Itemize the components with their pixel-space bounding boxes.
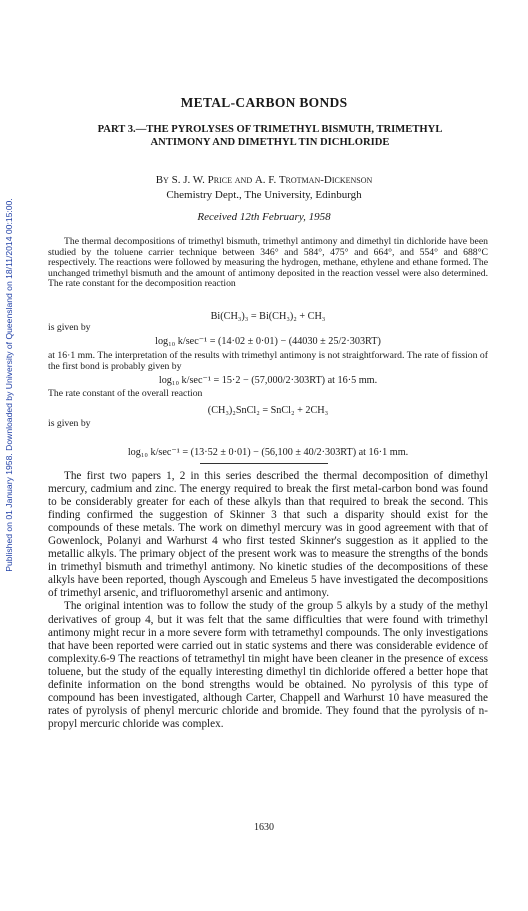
and-label: and: [234, 174, 253, 186]
reaction-equation-2: (CH₃)₂SnCl₂ = SnCl₂ + 2CH₃: [207, 405, 329, 416]
body-text: [48, 470, 488, 731]
affiliation: Chemistry Dept., The University, Edinburgh: [166, 189, 362, 201]
body-paragraph-1: The first two papers 1, 2 in this series described the thermal decomposition of dimethyl mercury, cadmium and zinc. The energy required to break the first metal-carbon bond was found to be considerably greater for each of these alkyls than that required to break the second. This finding confirmed the suggestion of Skinner 3 that such a disparity should exist for the compounds of these metals. The work on dimethyl mercury was in good agreement with that of Gowenlock, Polanyi and Warhurst 4 who first tested Skinner's suggestion as it applied to the metallic alkyls. The primary object of the present work was to measure the strengths of the bonds in trimethyl bismuth and trimethyl antimony. No kinetic studies of the decompositions of these alkyls have been reported, though Ayscough and Emeleus 5 have investigated the decompositions of trimethyl arsenic, and trifluoromethyl arsenic and antimony.: [48, 470, 488, 600]
abstract-intro: [48, 237, 488, 290]
abstract-text-3: The rate constant of the overall reaction: [48, 388, 203, 399]
paper-subtitle: [60, 123, 480, 149]
rate-equation-3: log₁₀ k/sec⁻¹ = (13·52 ± 0·01) − (56,100 ± 40/2·303RT) at 16·1 mm.: [127, 447, 409, 458]
by-label: By: [155, 174, 169, 186]
author-line: [0, 174, 528, 186]
download-stamp-text: Published on 01 January 1958. Downloaded by University of Queensland on 18/11/2014 00:15:00.: [4, 198, 14, 572]
abstract-intro-text: The thermal decompositions of trimethyl bismuth, trimethyl antimony and dimethyl tin dichloride have been studied by the toluene carrier technique between 346° and 584°, 475° and 664°, and 554° and 688°C respectively. The reactions were followed by measuring the hydrogen, methane, ethylene and ethane formed. The unchanged trimethyl bismuth and the amount of antimony deposited in the reaction vessel were also determined. The rate constant for the decomposition reaction: [48, 236, 488, 290]
rate-equation-2: log₁₀ k/sec⁻¹ = 15·2 − (57,000/2·303RT) at 16·5 mm.: [158, 375, 378, 386]
given-by-1: is given by: [48, 322, 91, 333]
paper-title: METAL-CARBON BONDS: [180, 95, 348, 110]
section-divider: [200, 463, 328, 464]
abstract-text-2-body: at 16·1 mm. The interpretation of the results with trimethyl antimony is not straightforward. The rate of fission of the first bond is probably given by: [48, 350, 488, 372]
reaction-equation-1: Bi(CH₃)₃ = Bi(CH₃)₂ + CH₃: [210, 311, 326, 322]
author-2: A. F. Trotman-Dickenson: [254, 174, 373, 186]
subtitle-line-2: ANTIMONY AND DIMETHYL TIN DICHLORIDE: [150, 137, 390, 148]
abstract-text-2: [48, 351, 488, 372]
author-1: S. J. W. Price: [171, 174, 233, 186]
received-date: Received 12th February, 1958: [197, 211, 331, 223]
rate-equation-1: log₁₀ k/sec⁻¹ = (14·02 ± 0·01) − (44030 ± 25/2·303RT): [155, 336, 381, 347]
subtitle-line-1: PART 3.—THE PYROLYSES OF TRIMETHYL BISMUTH, TRIMETHYL: [97, 124, 443, 135]
body-paragraph-2: The original intention was to follow the study of the group 5 alkyls by a study of the methyl derivatives of group 4, but it was felt that the same difficulties that were found with trimethyl antimony might recur in a more severe form with tetramethyl compounds. The only investigations that have been reported were carried out in static systems and there was considerable evidence of complexity.6-9 The reactions of tetramethyl tin might have been cleaner in the presence of excess toluene, but the study of the equally interesting dimethyl tin dichloride offered a better hope that definite information on the bond strengths would be obtained. No pyrolysis of this type of compound has been investigated, although Carter, Chappell and Warhurst 10 have measured the rates of pyrolysis of phenyl mercuric chloride and bromide. They found that the pyrolysis of n-propyl mercuric chloride was complex.: [48, 600, 488, 730]
given-by-2: is given by: [48, 418, 91, 429]
page-number: 1630: [254, 822, 274, 833]
